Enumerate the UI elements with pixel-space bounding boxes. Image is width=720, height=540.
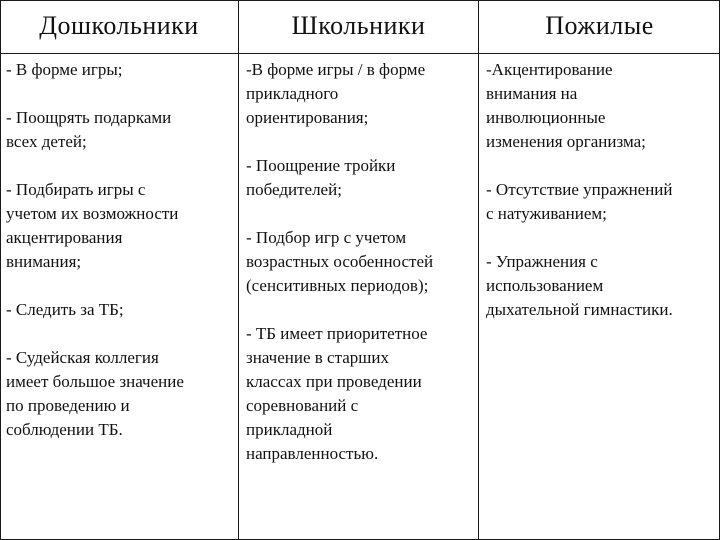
header-preschoolers: Дошкольники xyxy=(39,11,199,40)
column-preschoolers xyxy=(6,58,234,442)
list-item: - Судейская коллегия имеет большое значение по проведению и соблюдении ТБ. xyxy=(6,348,184,439)
list-item: - Подбирать игры с учетом их возможности акцентирования внимания; xyxy=(6,180,179,271)
column-schoolchildren xyxy=(246,58,474,466)
header-schoolchildren: Школьники xyxy=(291,11,426,40)
list-item: - Следить за ТБ; xyxy=(6,300,124,319)
header-elderly: Пожилые xyxy=(545,11,654,40)
column-elderly xyxy=(486,58,716,322)
list-item: -В форме игры / в форме прикладного ориентирования; xyxy=(246,60,426,127)
header-divider xyxy=(0,53,720,54)
column-divider xyxy=(238,0,239,540)
list-item: - В форме игры; xyxy=(6,60,123,79)
list-item: - ТБ имеет приоритетное значение в старших классах при проведении соревнований с прикладной направленностью. xyxy=(246,324,428,463)
list-item: - Подбор игр с учетом возрастных особенностей (сенситивных периодов); xyxy=(246,228,434,295)
column-divider xyxy=(478,0,479,540)
list-item: - Отсутствие упражнений с натуживанием; xyxy=(486,180,673,223)
list-item: - Упражнения с использованием дыхательной гимнастики. xyxy=(486,252,673,319)
list-item: - Поощрение тройки победителей; xyxy=(246,156,396,199)
list-item: -Акцентирование внимания на инволюционные изменения организма; xyxy=(486,60,646,151)
list-item: - Поощрять подарками всех детей; xyxy=(6,108,172,151)
